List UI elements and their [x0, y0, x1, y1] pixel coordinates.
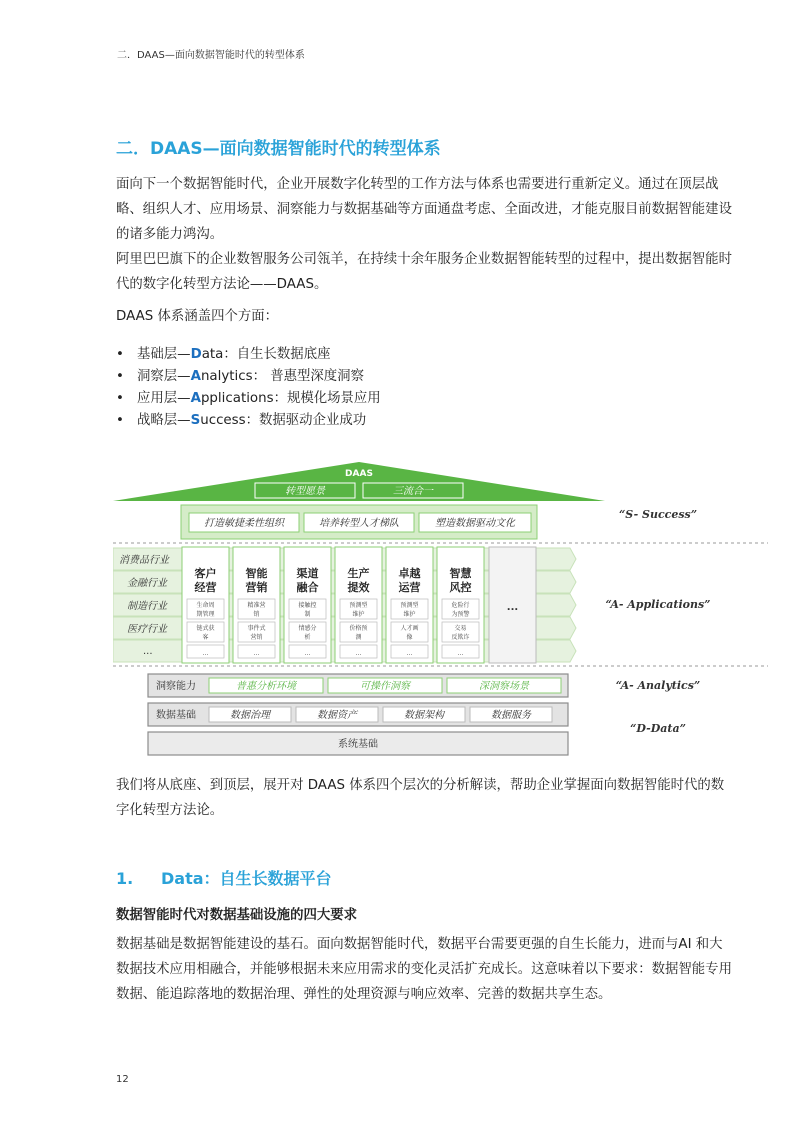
svg-text:销: 销: [253, 611, 260, 618]
svg-text:风控: 风控: [449, 581, 472, 594]
app-column: [182, 547, 229, 663]
data-item: 数据服务: [491, 710, 531, 721]
industry-label: 金融行业: [127, 578, 167, 589]
svg-text:卓越: 卓越: [398, 567, 421, 580]
roof-item: 三流合一: [393, 486, 433, 497]
svg-text:营销: 营销: [250, 634, 263, 641]
svg-text:精准营: 精准营: [247, 602, 266, 609]
svg-text:经营: 经营: [194, 581, 217, 594]
layer-label-applications: “A- Applications”: [605, 598, 711, 611]
svg-text:客: 客: [202, 634, 209, 641]
intro-paragraph: 面向下一个数据智能时代，企业开展数字化转型的工作方法与体系也需要进行重新定义。通过在顶层战略、组织人才、应用场景、洞察能力与数据基础等方面通盘考虑、全面改进，才能克服目前数据智能建设的诸多能力鸿沟。: [116, 177, 732, 242]
industry-label: 制造行业: [127, 601, 167, 612]
success-item: 打造敏捷柔性组织: [204, 518, 284, 529]
svg-text:...: ...: [202, 650, 209, 657]
svg-text:交易: 交易: [454, 625, 467, 632]
app-column: [437, 547, 484, 663]
svg-text:情感分: 情感分: [298, 625, 317, 632]
data-item: 数据架构: [404, 710, 444, 721]
industry-label: ...: [143, 646, 153, 657]
svg-text:制: 制: [304, 611, 311, 618]
minor-title: 数据智能时代对数据基础设施的四大要求: [116, 908, 358, 923]
app-column: [284, 547, 331, 663]
layer-label-analytics: “A- Analytics”: [615, 679, 701, 692]
svg-text:为预警: 为预警: [451, 611, 470, 618]
svg-text:生命周: 生命周: [196, 602, 215, 609]
analytics-item: 深洞察场景: [479, 681, 529, 692]
analysis-paragraph: 我们将从底座、到顶层，展开对 DAAS 体系四个层次的分析解读，帮助企业掌握面向数据智能时代的数字化转型方法论。: [116, 778, 725, 818]
subsection-title: [116, 866, 332, 889]
svg-text:营销: 营销: [245, 581, 268, 594]
svg-text:渠道: 渠道: [296, 567, 319, 580]
page-number: 12: [116, 1074, 129, 1085]
svg-text:危险行: 危险行: [451, 602, 470, 609]
data-item: 数据治理: [230, 710, 270, 721]
roof-item: 转型愿景: [285, 486, 325, 497]
subsection-number: 1.: [116, 869, 134, 888]
svg-text:预测型: 预测型: [349, 602, 368, 609]
list-item: • 应用层—Applications：规模化场景应用: [116, 388, 381, 410]
svg-text:链式获: 链式获: [196, 625, 215, 632]
svg-text:人才画: 人才画: [400, 625, 419, 632]
svg-text:维护: 维护: [403, 611, 416, 618]
layer-label-data: “D-Data”: [630, 722, 686, 735]
list-item: • 基础层—Data：自生长数据底座: [116, 344, 381, 366]
roof-title: DAAS: [345, 469, 373, 479]
running-header: 二．DAAS—面向数据智能时代的转型体系: [117, 50, 305, 61]
list-item: • 洞察层—Analytics： 普惠型深度洞察: [116, 366, 381, 388]
subsection-text: Data：自生长数据平台: [161, 869, 332, 888]
svg-text:...: ...: [304, 650, 311, 657]
analytics-item: 可操作洞察: [360, 681, 410, 692]
svg-text:期管理: 期管理: [196, 611, 215, 618]
svg-text:析: 析: [304, 634, 311, 641]
success-item: 培养转型人才梯队: [319, 518, 399, 529]
svg-text:像: 像: [406, 634, 413, 641]
analytics-item: 普惠分析环境: [236, 681, 296, 692]
svg-text:维护: 维护: [352, 611, 365, 618]
layer-label-success: “S- Success”: [618, 508, 698, 521]
app-more-label: ...: [506, 602, 519, 613]
data-foundation-paragraph: 数据基础是数据智能建设的基石。面向数据智能时代，数据平台需要更强的自生长能力，进而与AI 和大数据技术应用相融合，并能够根据未来应用需求的变化灵活扩充成长。这意味着以下要求：数据智能专用数据、能追踪落地的数据治理、弹性的处理资源与响应效率、完善的数据共享生态。: [116, 937, 732, 1002]
svg-text:智能: 智能: [245, 567, 268, 580]
svg-text:价格预: 价格预: [349, 625, 368, 632]
list-item: • 战略层—Success：数据驱动企业成功: [116, 410, 381, 432]
svg-text:...: ...: [457, 650, 464, 657]
svg-text:反欺诈: 反欺诈: [451, 634, 470, 641]
analytics-label: 洞察能力: [156, 681, 196, 692]
daas-architecture-diagram: [113, 462, 793, 762]
svg-text:智慧: 智慧: [449, 567, 472, 580]
svg-text:...: ...: [406, 650, 413, 657]
app-column: [386, 547, 433, 663]
data-label: 数据基础: [156, 710, 196, 721]
svg-text:接触控: 接触控: [298, 602, 317, 609]
app-column: [233, 547, 280, 663]
svg-text:预测型: 预测型: [400, 602, 419, 609]
daas-layer-list: [116, 344, 381, 432]
industry-label: 医疗行业: [127, 624, 167, 635]
data-item: 数据资产: [317, 710, 357, 721]
svg-text:客户: 客户: [194, 567, 217, 580]
svg-text:融合: 融合: [296, 581, 319, 594]
svg-text:...: ...: [253, 650, 260, 657]
section-title: 二．DAAS—面向数据智能时代的转型体系: [116, 139, 441, 159]
daas-scope-paragraph: DAAS 体系涵盖四个方面：: [116, 309, 279, 324]
svg-text:事件式: 事件式: [247, 625, 266, 632]
industry-label: 消费品行业: [119, 555, 169, 566]
success-item: 塑造数据驱动文化: [435, 518, 515, 529]
daas-roof: [113, 462, 605, 501]
svg-text:提效: 提效: [347, 581, 370, 594]
system-label: 系统基础: [338, 739, 378, 750]
daas-origin-paragraph: 阿里巴巴旗下的企业数智服务公司瓴羊，在持续十余年服务企业数据智能转型的过程中，提出数据智能时代的数字化转型方法论——DAAS。: [116, 252, 732, 292]
svg-text:生产: 生产: [347, 567, 370, 580]
svg-text:运营: 运营: [398, 581, 421, 594]
app-column: [335, 547, 382, 663]
svg-text:...: ...: [355, 650, 362, 657]
svg-text:测: 测: [355, 634, 362, 641]
